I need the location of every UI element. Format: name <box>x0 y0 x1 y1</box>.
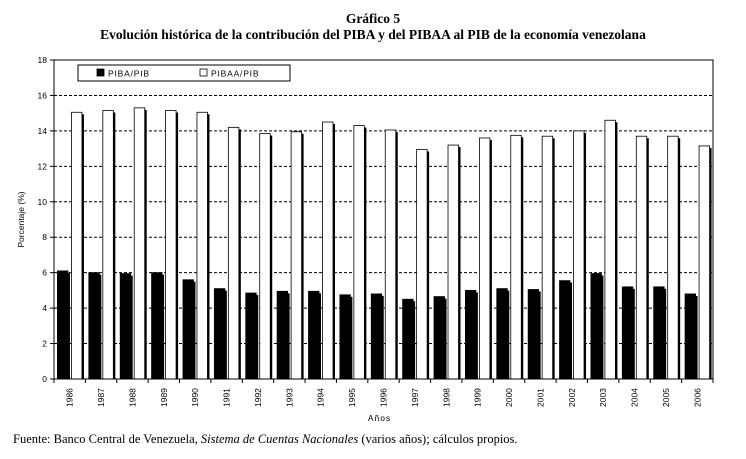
x-tick-label: 1987 <box>96 388 107 407</box>
x-tick-label: 2001 <box>535 388 546 407</box>
bar-piba <box>591 274 602 379</box>
x-tick-label: 1996 <box>378 388 389 407</box>
bar-piba <box>120 274 131 379</box>
bar-piba <box>560 281 571 379</box>
bar-pibaa <box>511 135 522 379</box>
bar-pibaa <box>228 127 239 379</box>
bar-piba <box>622 287 633 379</box>
chart-title: Gráfico 5 <box>345 11 401 26</box>
y-tick-label: 10 <box>37 196 47 207</box>
legend-label: PIBAA/PIB <box>211 68 260 79</box>
x-tick-label: 1994 <box>315 388 326 407</box>
x-tick-labels <box>65 388 703 407</box>
x-tick-label: 1995 <box>347 388 358 407</box>
bar-piba <box>183 280 194 379</box>
source-note <box>13 432 518 447</box>
y-tick-label: 14 <box>37 125 47 136</box>
y-tick-label: 6 <box>42 267 47 278</box>
bar-pibaa <box>354 126 365 379</box>
bar-pibaa <box>448 145 459 379</box>
bar-pibaa <box>479 138 490 379</box>
y-axis-label: Porcentaje (%) <box>16 191 26 248</box>
legend <box>78 65 290 81</box>
source-suffix: (varios años); cálculos propios. <box>361 432 518 446</box>
x-axis-label: Años <box>367 413 392 423</box>
x-tick-label: 1998 <box>441 388 452 407</box>
legend-swatch <box>200 69 207 76</box>
bar-pibaa <box>134 108 145 379</box>
bar-piba <box>654 287 665 379</box>
bar-piba <box>371 294 382 379</box>
bar-pibaa <box>668 136 679 379</box>
y-tick-label: 4 <box>42 303 47 314</box>
bar-piba <box>277 291 288 379</box>
bar-piba <box>403 299 414 379</box>
bar-piba <box>497 289 508 379</box>
source-italic: Sistema de Cuentas Nacionales <box>200 432 359 446</box>
legend-label: PIBA/PIB <box>108 68 150 79</box>
bar-pibaa <box>636 136 647 379</box>
x-tick-label: 1993 <box>284 388 295 407</box>
bar-piba <box>152 273 163 379</box>
bar-pibaa <box>103 111 114 379</box>
bar-piba <box>434 297 445 379</box>
x-tick-label: 1986 <box>64 388 75 407</box>
bar-piba <box>340 295 351 379</box>
x-tick-label: 1991 <box>221 388 232 407</box>
bar-pibaa <box>322 122 333 379</box>
x-tick-label: 2003 <box>598 388 609 407</box>
bar-piba <box>308 291 319 379</box>
bar-pibaa <box>260 134 271 379</box>
y-tick-label: 2 <box>42 338 47 349</box>
x-tick-label: 2004 <box>629 388 640 407</box>
source-prefix: Fuente: Banco Central de Venezuela, <box>13 432 198 446</box>
bar-series <box>57 108 711 379</box>
bar-piba <box>89 273 100 379</box>
x-tick-label: 1997 <box>409 388 420 407</box>
bar-piba <box>57 271 68 379</box>
bar-pibaa <box>71 112 82 379</box>
x-tick-label: 2002 <box>566 388 577 407</box>
bar-pibaa <box>197 112 208 379</box>
bar-pibaa <box>417 149 428 379</box>
y-tick-label: 12 <box>37 161 47 172</box>
x-tick-label: 2005 <box>660 388 671 407</box>
y-tick-label: 16 <box>37 90 47 101</box>
y-tick-labels <box>38 55 48 384</box>
chart-subtitle: Evolución histórica de la contribución del PIBA y del PIBAA al PIB de la economía venezolana <box>100 27 646 42</box>
legend-swatch <box>97 69 104 76</box>
bar-piba <box>214 289 225 379</box>
bar-piba <box>528 290 539 379</box>
bar-pibaa <box>605 120 616 379</box>
x-tick-label: 1992 <box>252 388 263 407</box>
y-tick-label: 0 <box>42 374 47 384</box>
x-tick-label: 1990 <box>190 388 201 407</box>
bar-pibaa <box>574 131 585 379</box>
x-tick-label: 1989 <box>158 388 169 407</box>
x-tick-label: 1999 <box>472 388 483 407</box>
bar-pibaa <box>385 130 396 379</box>
x-tick-label: 2006 <box>692 388 703 407</box>
bar-pibaa <box>166 111 177 379</box>
bar-pibaa <box>699 146 710 379</box>
y-tick-label: 8 <box>42 232 47 243</box>
bar-piba <box>246 293 257 379</box>
bar-pibaa <box>291 132 302 379</box>
y-tick-label: 18 <box>37 55 47 65</box>
x-tick-label: 2000 <box>504 388 515 407</box>
bar-piba <box>685 294 696 379</box>
bar-piba <box>465 290 476 379</box>
x-tick-label: 1988 <box>127 388 138 407</box>
bar-pibaa <box>542 136 553 379</box>
